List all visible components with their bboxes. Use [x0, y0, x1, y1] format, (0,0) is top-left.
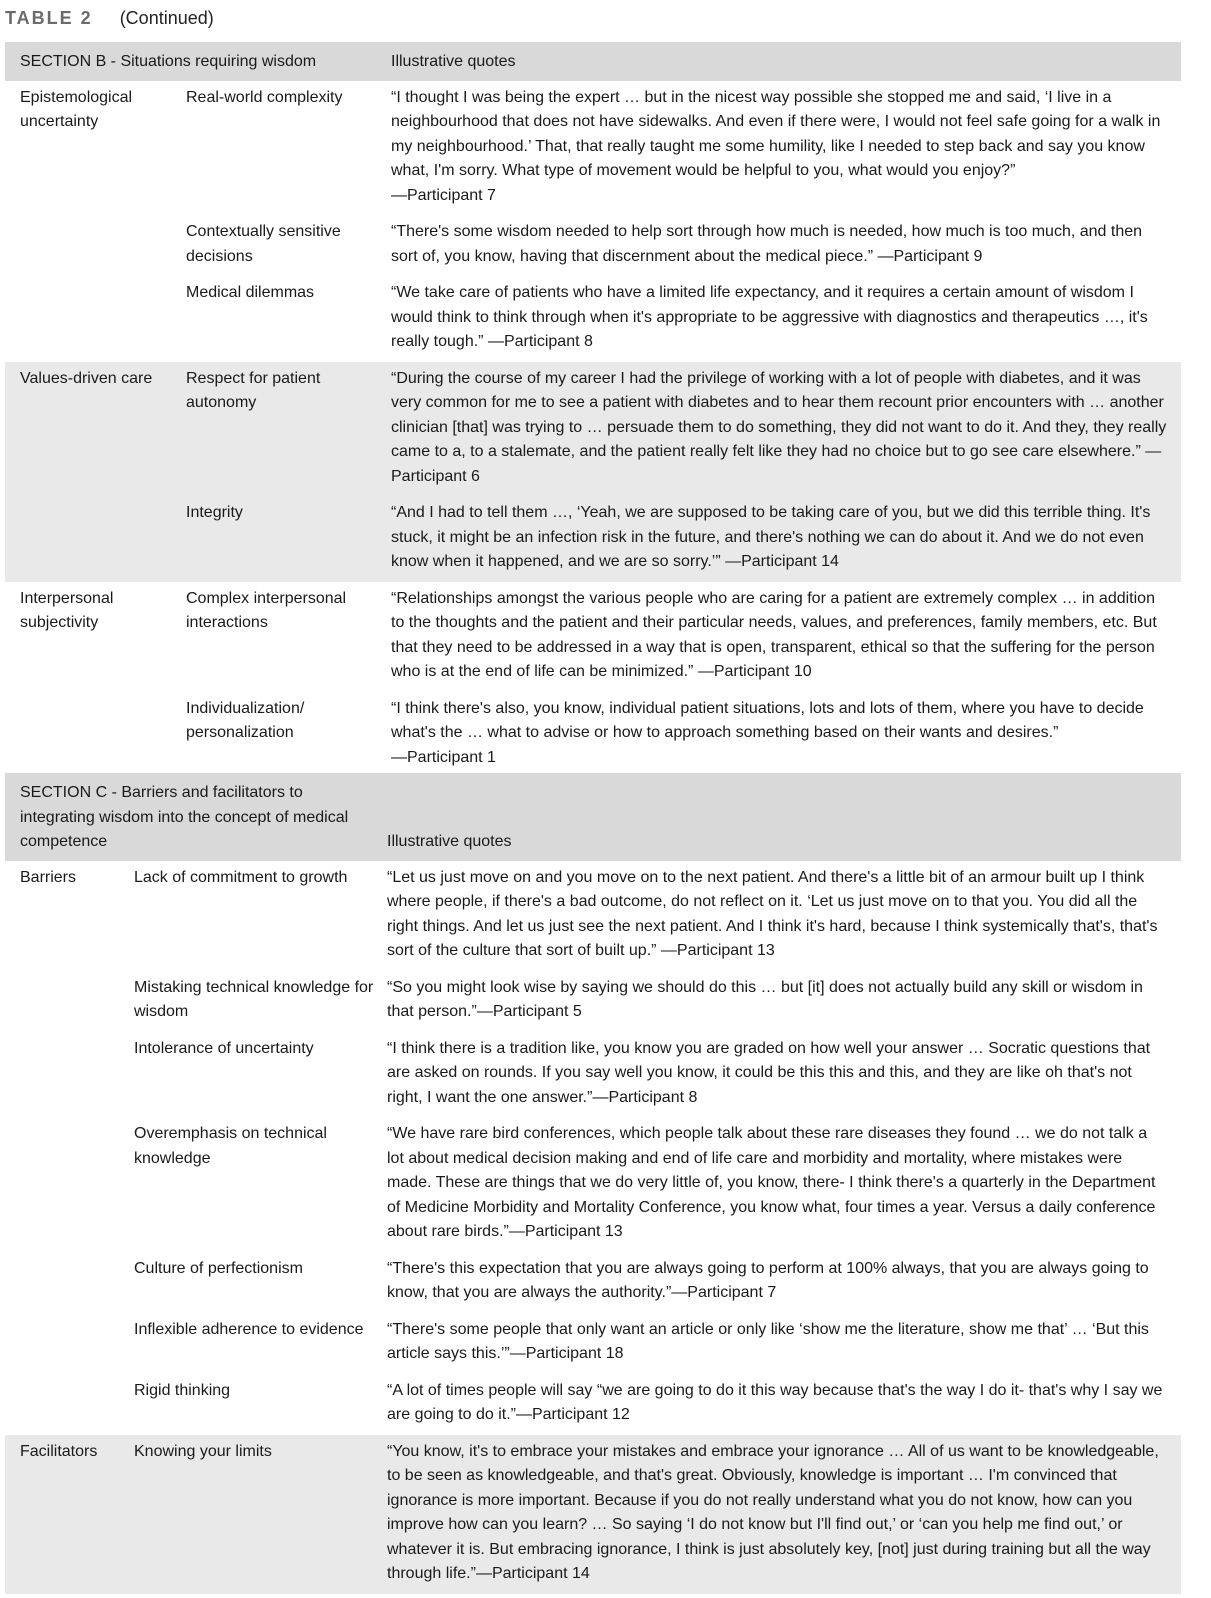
group-label: Facilitators — [5, 1435, 134, 1594]
theme-cell: Intolerance of uncertainty — [134, 1039, 314, 1057]
section-c-table — [5, 773, 1181, 1594]
quote-cell — [387, 1435, 1181, 1594]
quote-attribution: —Participant 1 — [391, 748, 496, 766]
theme-cell: Lack of commitment to growth — [134, 868, 348, 886]
quote-text: “Let us just move on and you move on to the next patient. And there's a little bit of an armour built up I think where people, if there's a bad outcome, do not reflect on it. ‘Let us just move on to that you. You did all the right things. And let us just see the next patient. And I think it's hard, because I think systemically that's, that's sort of the culture that sort of built up.” —Participant 13 — [387, 868, 1158, 959]
section-c-quotes-header: Illustrative quotes — [387, 773, 1181, 861]
table-row — [5, 1252, 1181, 1313]
group-label: Values-driven care — [5, 362, 186, 582]
quote-text: “There's this expectation that you are always going to perform at 100% always, that you are always going to know, that you are always the authority.”—Participant 7 — [387, 1259, 1149, 1301]
table-row — [5, 582, 1181, 692]
quote-cell — [391, 276, 1181, 362]
section-b-header: SECTION B - Situations requiring wisdom — [5, 42, 391, 81]
group-label: Barriers — [20, 868, 77, 886]
quote-cell — [391, 692, 1181, 778]
theme-cell: Mistaking technical knowledge for wisdom — [134, 978, 374, 1020]
quote-cell — [391, 496, 1181, 582]
group-label: Epistemological uncertainty — [20, 88, 133, 130]
theme-cell: Individualization/ personalization — [186, 699, 305, 741]
table-row — [5, 1117, 1181, 1252]
quote-text: “I think there is a tradition like, you know you are graded on how well your answer … Socratic questions that are asked on rounds. If you say well you know, it could be this this and this, and they are like oh that's not right, I want the one answer.”—Participant 8 — [387, 1039, 1151, 1106]
quote-cell — [387, 1252, 1181, 1313]
quote-cell — [387, 1032, 1181, 1118]
table-row — [5, 362, 1181, 497]
theme-cell: Culture of perfectionism — [134, 1259, 303, 1277]
quote-cell — [387, 971, 1181, 1032]
quote-cell — [387, 1313, 1181, 1374]
table-row — [5, 861, 1181, 971]
quote-cell — [387, 861, 1181, 971]
group-label: Interpersonal subjectivity — [20, 589, 114, 631]
quote-cell — [391, 582, 1181, 692]
quote-text: “Relationships amongst the various people who are caring for a patient are extremely complex … in addition to the thoughts and the patient and their particular needs, values, and preferences, family members, etc. But that they need to be addressed in a way that is open, transparent, ethical so that the suffering for the person who is at the end of life can be minimized.” —Participant 10 — [391, 589, 1157, 680]
theme-cell: Contextually sensitive decisions — [186, 223, 341, 265]
theme-cell: Real-world complexity — [186, 88, 343, 106]
table-row — [5, 971, 1181, 1032]
quote-cell — [391, 362, 1181, 497]
theme-cell: Overemphasis on technical knowledge — [134, 1125, 327, 1167]
quote-text: “So you might look wise by saying we should do this … but [it] does not actually build any skill or wisdom in that person.”—Participant 5 — [387, 978, 1143, 1020]
table-label: TABLE 2 — [5, 8, 93, 28]
quote-text: “We have rare bird conferences, which people talk about these rare diseases they found … we do not talk a lot about medical decision making and end of life care and morbidity and mortality, where mistakes were made. These are things that we do very little of, you know, there- I think there's a quarterly in the Department of Medicine Morbidity and Mortality Conference, you know what, four times a year. Versus a daily conference about rare birds.”—Participant 13 — [387, 1125, 1156, 1240]
section-b-table — [5, 42, 1181, 777]
theme-cell: Knowing your limits — [134, 1435, 387, 1594]
quote-text: “During the course of my career I had the privilege of working with a lot of people with diabetes, and it was very common for me to see a patient with diabetes and to hear them recount prior encounters with … another clinician [that] was trying to … persuade them to do something, they did not want to do it. And they, they really came to a, to a stalemate, and the patient really felt like they had no choice but to go see care elsewhere.” —Participant 6 — [391, 369, 1167, 485]
table-row — [5, 1374, 1181, 1435]
quote-text: “I thought I was being the expert … but in the nicest way possible she stopped me and said, ‘I live in a neighbourhood that does not have sidewalks. And even if there were, I would not feel safe going for a walk in my neighbourhood.’ That, that really taught me some humility, like I needed to step back and say you know what, I'm sorry. What type of movement would be helpful to you, what would you enjoy?” — [391, 88, 1161, 179]
quote-attribution: —Participant 7 — [391, 186, 496, 204]
theme-cell: Complex interpersonal interactions — [186, 589, 347, 631]
quote-cell — [391, 215, 1181, 276]
theme-cell: Respect for patient autonomy — [186, 362, 391, 497]
table-row — [5, 1313, 1181, 1374]
quote-cell — [387, 1117, 1181, 1252]
section-b-quotes-header: Illustrative quotes — [391, 42, 1181, 81]
quote-cell — [387, 1374, 1181, 1435]
quote-text: “And I had to tell them …, ‘Yeah, we are supposed to be taking care of you, but we did this terrible thing. It's stuck, it might be an infection risk in the future, and there's nothing we can do about it. And we do not even know when it happened, and we are so sorry.’” —Participant 14 — [391, 504, 1151, 570]
table-row — [5, 81, 1181, 216]
quote-text: “There's some people that only want an article or only like ‘show me the literature, show me that’ … ‘But this article says this.’”—Participant 18 — [387, 1320, 1149, 1362]
theme-cell: Inflexible adherence to evidence — [134, 1320, 364, 1338]
table-row — [5, 1435, 1181, 1594]
table-continued: (Continued) — [119, 8, 214, 28]
table-title — [5, 8, 214, 29]
quote-text: “You know, it's to embrace your mistakes and embrace your ignorance … All of us want to be knowledgeable, to be seen as knowledgeable, and that's great. Obviously, knowledge is important … I'm convinced that ignorance is more important. Because if you do not really understand what you do not know, how can you improve how can you learn? … So saying ‘I do not know but I'll find out,’ or ‘can you help me find out,’ or whatever it is. But embracing ignorance, I think is just absolutely key, [not] just during training but all the way through life.”—Participant 14 — [387, 1442, 1159, 1582]
theme-cell: Integrity — [186, 496, 391, 582]
quote-text: “We take care of patients who have a limited life expectancy, and it requires a certain amount of wisdom I would think to think through when it's appropriate to be aggressive with diagnostics and therapeutics …, it's really tough.” —Participant 8 — [391, 284, 1148, 350]
theme-cell: Medical dilemmas — [186, 284, 315, 301]
quote-text: “A lot of times people will say “we are going to do it this way because that's the way I do it- that's why I say we are going to do it.”—Participant 12 — [387, 1381, 1163, 1423]
section-c-header: SECTION C - Barriers and facilitators to integrating wisdom into the concept of medical competence — [5, 773, 387, 861]
table-row — [5, 1032, 1181, 1118]
theme-cell: Rigid thinking — [134, 1381, 231, 1399]
quote-text: “There's some wisdom needed to help sort through how much is needed, how much is too much, and then sort of, you know, having that discernment about the medical piece.” —Participant 9 — [391, 223, 1143, 265]
quote-cell — [391, 81, 1181, 216]
quote-text: “I think there's also, you know, individual patient situations, lots and lots of them, where you have to decide what's the … what to advise or how to approach something based on their wants and desires.” — [391, 699, 1144, 741]
